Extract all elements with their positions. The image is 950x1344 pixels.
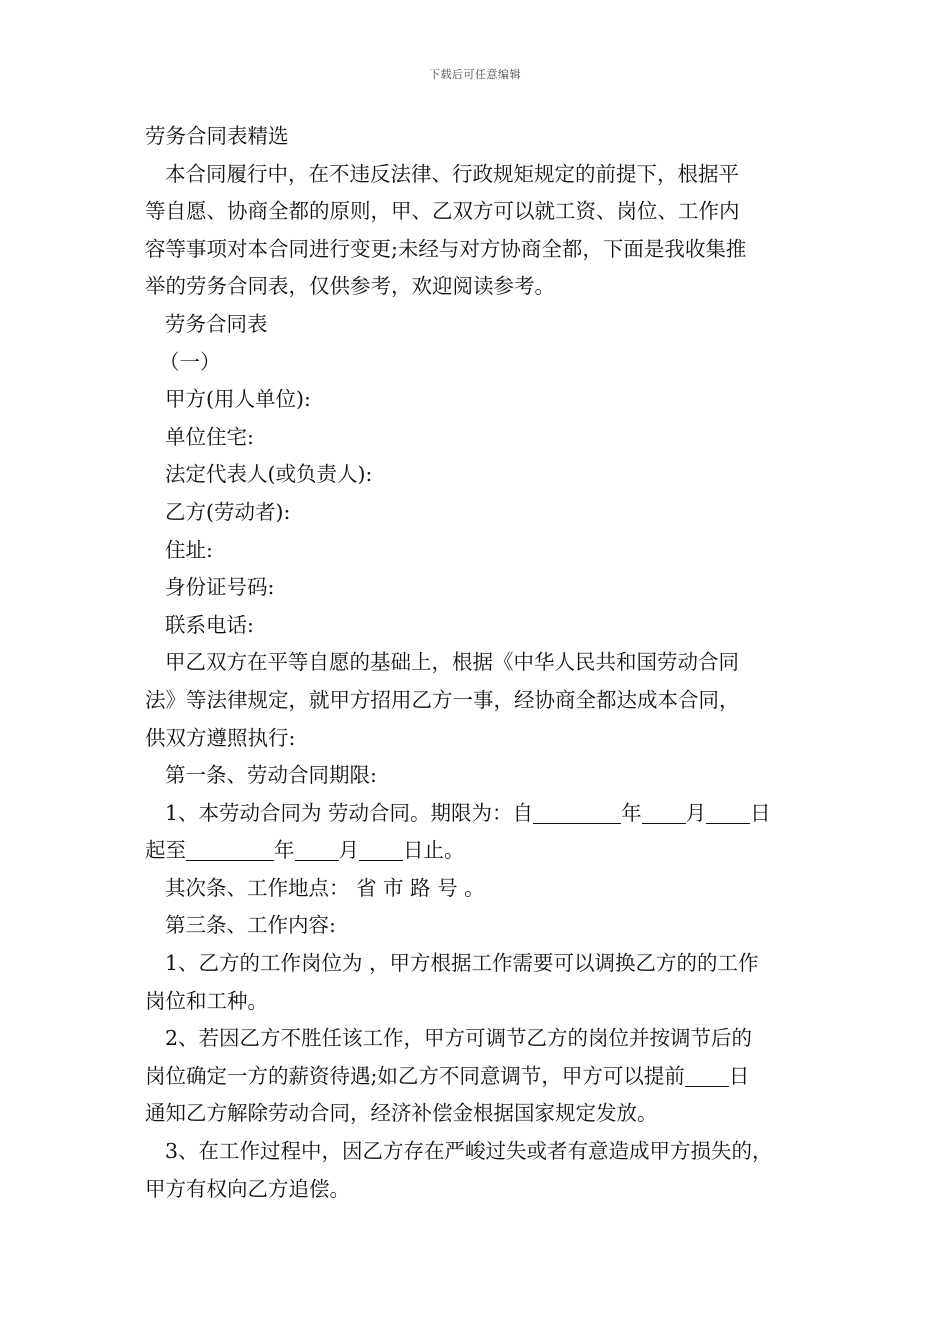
- document-title: 劳务合同表精选: [145, 124, 289, 148]
- field-party-b: 乙方(劳动者):: [165, 499, 291, 524]
- end-suffix: 日止。: [403, 838, 465, 863]
- blank-end-year: [186, 839, 274, 862]
- intro-line-2: 等自愿、协商全都的原则，甲、乙双方可以就工资、岗位、工作内: [145, 199, 740, 224]
- article-3-item-2-line-2: [145, 1058, 817, 1096]
- intro-line-1: 本合同履行中，在不违反法律、行政规矩规定的前提下，根据平: [165, 161, 739, 186]
- intro-line-3: 容等事项对本合同进行变更;未经与对方协商全都，下面是我收集推: [145, 236, 747, 261]
- field-phone: 联系电话:: [165, 612, 254, 637]
- article-1-title: 第一条、劳动合同期限:: [165, 763, 377, 788]
- article-3-item-1-line-2: 岗位和工种。: [145, 988, 268, 1013]
- section-number: （一）: [159, 349, 221, 374]
- article-3-item-1-line-1: 1、乙方的工作岗位为 ，甲方根据工作需要可以调换乙方的的工作: [165, 951, 759, 976]
- document-body: [145, 118, 817, 1208]
- term-year-label: 年: [621, 800, 642, 825]
- article-3-item-2-line-1: 2、若因乙方不胜任该工作，甲方可调节乙方的岗位并按调节后的: [165, 1026, 753, 1051]
- article-3-title: 第三条、工作内容:: [165, 913, 336, 938]
- field-id-number: 身份证号码:: [165, 575, 275, 600]
- field-address: 单位住宅:: [165, 424, 254, 449]
- article-3-item-2-line-3: 通知乙方解除劳动合同，经济补偿金根据国家规定发放。: [145, 1101, 658, 1126]
- field-party-a: 甲方(用人单位):: [165, 387, 311, 412]
- term-month-label: 月: [685, 800, 707, 825]
- blank-notice-days: [685, 1064, 729, 1087]
- blank-start-year: [533, 801, 621, 824]
- field-residence: 住址:: [165, 537, 213, 562]
- term-day-label: 日: [750, 800, 771, 825]
- agreement-line-2: 法》等法律规定，就甲方招用乙方一事，经协商全都达成本合同，: [145, 687, 740, 712]
- end-prefix: 起至: [145, 838, 186, 863]
- article-1-term-line: [145, 795, 817, 833]
- intro-line-4: 举的劳务合同表，仅供参考，欢迎阅读参考。: [145, 274, 555, 299]
- blank-end-month: [295, 839, 339, 862]
- article-3-item-3-line-2: 甲方有权向乙方追偿。: [145, 1176, 350, 1201]
- article-2: 其次条、工作地点： 省 市 路 号 。: [165, 875, 485, 900]
- end-month-label: 月: [338, 838, 359, 863]
- page-header-note: 下载后可任意编辑: [429, 68, 521, 81]
- blank-start-month: [642, 801, 686, 824]
- contract-subtitle: 劳务合同表: [165, 311, 268, 336]
- blank-start-day: [706, 801, 750, 824]
- agreement-line-1: 甲乙双方在平等自愿的基础上，根据《中华人民共和国劳动合同: [165, 650, 739, 675]
- blank-end-day: [359, 839, 403, 862]
- field-legal-rep: 法定代表人(或负责人):: [165, 462, 373, 487]
- agreement-line-3: 供双方遵照执行:: [145, 725, 296, 750]
- notice-prefix: 岗位确定一方的薪资待遇;如乙方不同意调节，甲方可以提前: [145, 1063, 685, 1088]
- term-prefix: 1、本劳动合同为 劳动合同。期限为：自: [165, 800, 534, 825]
- article-3-item-3-line-1: 3、在工作过程中，因乙方存在严峻过失或者有意造成甲方损失的，: [165, 1139, 773, 1164]
- article-1-end-line: [145, 832, 817, 870]
- end-year-label: 年: [274, 838, 295, 863]
- notice-day-label: 日: [728, 1063, 750, 1088]
